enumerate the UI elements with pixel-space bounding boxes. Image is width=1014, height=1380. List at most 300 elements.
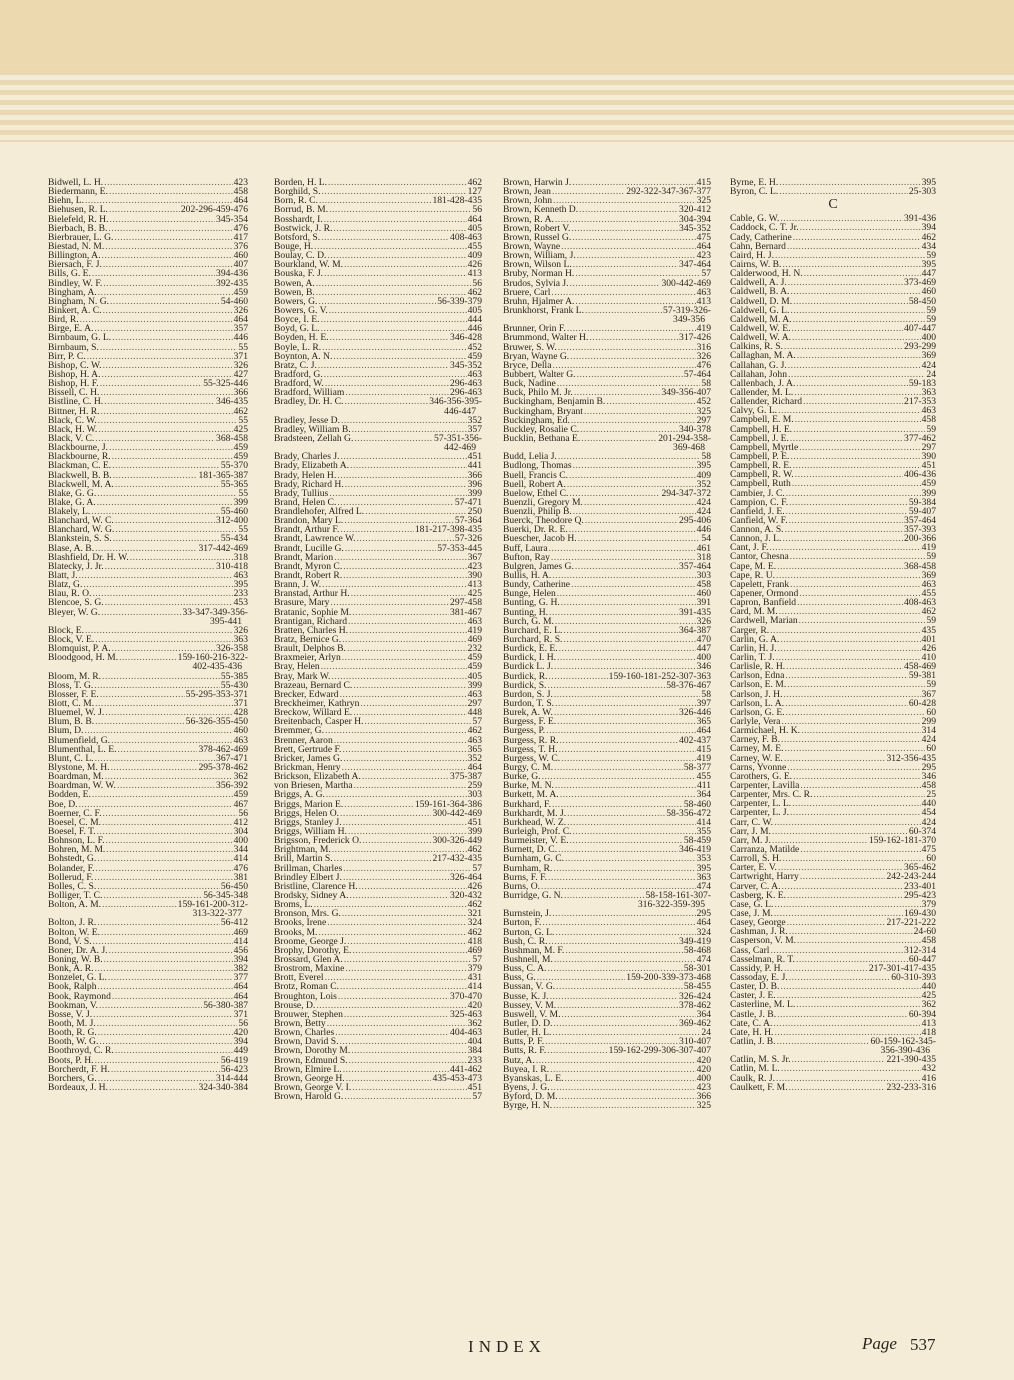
index-entry — [503, 873, 711, 882]
index-entry — [730, 635, 936, 644]
leader-dots — [554, 763, 683, 772]
entry-pages: 395 — [233, 580, 248, 590]
entry-name: Boning, W. B. — [48, 954, 103, 965]
entry-name: Bierbach, B. B. — [48, 223, 108, 233]
leader-dots — [92, 790, 233, 799]
entry-pages: 462 — [467, 845, 482, 855]
index-entry — [730, 370, 936, 379]
index-entry — [48, 416, 248, 425]
index-entry — [503, 754, 711, 763]
leader-dots — [552, 1028, 700, 1037]
entry-name: Buckley, Rosalie C. — [503, 424, 580, 434]
entry-name: Bussan, V. G. — [503, 982, 556, 992]
leader-dots — [325, 973, 467, 982]
index-entry — [274, 279, 482, 288]
leader-dots — [789, 498, 908, 507]
leader-dots — [347, 937, 466, 946]
leader-dots — [92, 269, 215, 278]
index-entry — [730, 946, 936, 955]
leader-dots — [789, 1083, 886, 1092]
index-entry — [730, 671, 936, 680]
leader-dots — [569, 471, 696, 480]
index-entry — [274, 598, 482, 607]
leader-dots — [115, 480, 220, 489]
entry-pages: 418 — [921, 1027, 936, 1037]
leader-dots — [344, 397, 428, 406]
entry-pages: 58-301 — [683, 964, 711, 974]
entry-pages: 55 — [238, 488, 248, 498]
leader-dots — [99, 1037, 232, 1046]
leader-dots — [565, 946, 682, 955]
entry-name: Buck, Nadine — [503, 379, 556, 389]
leader-dots — [585, 516, 678, 525]
index-entry — [503, 480, 711, 489]
index-entry — [48, 178, 248, 187]
leader-dots — [552, 361, 695, 370]
entry-pages: 55 — [238, 342, 248, 352]
entry-pages: 447 — [696, 644, 711, 654]
leader-dots — [551, 288, 695, 297]
index-entry — [48, 434, 248, 443]
leader-dots — [343, 818, 467, 827]
entry-pages: 446 — [233, 333, 248, 343]
index-entry — [503, 955, 711, 964]
index-entry — [503, 1046, 711, 1055]
leader-dots — [97, 489, 237, 498]
leader-dots — [547, 1046, 607, 1055]
leader-dots — [97, 918, 220, 927]
index-entry — [48, 224, 248, 233]
entry-pages: 324 — [467, 918, 482, 928]
index-entry — [730, 1055, 936, 1064]
index-entry — [48, 1083, 248, 1092]
leader-dots — [769, 543, 920, 552]
leader-dots — [793, 425, 925, 434]
entry-pages: 370-470 — [450, 991, 482, 1001]
entry-name: Bonzelet, G. L. — [48, 973, 107, 983]
index-entry — [48, 836, 248, 845]
leader-dots — [797, 936, 921, 945]
index-entry — [503, 352, 711, 361]
entry-pages: 58-356-472 — [666, 808, 711, 818]
index-entry — [503, 260, 711, 269]
index-entry — [48, 818, 248, 827]
entry-pages: 399 — [921, 488, 936, 498]
leader-dots — [98, 1074, 215, 1083]
leader-dots — [793, 233, 921, 242]
index-entry — [503, 809, 711, 818]
entry-pages: 453 — [233, 598, 248, 608]
entry-pages: 399 — [467, 826, 482, 837]
entry-pages: 326 — [233, 305, 248, 316]
entry-name: Bullis, H. A. — [503, 571, 552, 581]
entry-name: Brooks, Irene — [274, 918, 327, 928]
leader-dots — [115, 525, 237, 534]
entry-name: Bissell, C. H. — [48, 388, 100, 398]
leader-dots — [104, 178, 232, 187]
entry-pages: 369 — [921, 570, 936, 580]
entry-pages: 55-295-353-371 — [185, 689, 248, 700]
leader-dots — [342, 763, 467, 772]
entry-pages: 459 — [921, 479, 936, 489]
leader-dots — [333, 224, 466, 233]
leader-dots — [354, 434, 433, 443]
entry-pages: 464 — [233, 991, 248, 1001]
leader-dots — [786, 489, 921, 498]
entry-name: Calvy, G. L. — [730, 406, 778, 416]
entry-name: Bryce, Della — [503, 360, 552, 370]
entry-pages: 310-407 — [679, 1037, 711, 1047]
leader-dots — [95, 964, 233, 973]
leader-dots — [577, 251, 696, 260]
leader-dots — [548, 873, 696, 882]
leader-dots — [95, 717, 185, 726]
leader-dots — [321, 233, 449, 242]
entry-pages: 414 — [696, 817, 711, 827]
entry-name: Brown, Charles — [274, 1028, 335, 1038]
entry-pages: 420 — [467, 1000, 482, 1010]
index-entry — [274, 534, 482, 543]
index-entry — [274, 644, 482, 653]
leader-dots — [796, 955, 908, 964]
leader-dots — [561, 598, 696, 607]
index-entry — [503, 662, 711, 671]
entry-pages: 447 — [921, 269, 936, 279]
entry-pages: 59 — [926, 424, 936, 434]
index-entry — [503, 928, 711, 937]
leader-dots — [95, 434, 215, 443]
leader-dots — [574, 388, 661, 397]
entry-pages: 475 — [921, 844, 936, 855]
leader-dots — [316, 279, 472, 288]
index-entry — [274, 635, 482, 644]
leader-dots — [565, 1074, 696, 1083]
entry-pages: 326 — [233, 360, 248, 370]
entry-name: Carlson, L. A. — [730, 698, 785, 708]
index-entry — [48, 480, 248, 489]
leader-dots — [536, 1056, 696, 1065]
entry-pages: 451 — [921, 461, 936, 471]
index-entry — [48, 1074, 248, 1083]
leader-dots — [785, 699, 908, 708]
index-entry — [48, 251, 248, 260]
entry-name: Bryan, Wayne G. — [503, 351, 570, 361]
index-entry — [730, 973, 936, 982]
leader-dots — [327, 1019, 467, 1028]
entry-pages: 375-387 — [450, 772, 482, 782]
leader-dots — [79, 800, 233, 809]
leader-dots — [331, 672, 466, 681]
index-entry — [503, 1001, 711, 1010]
leader-dots — [561, 242, 695, 251]
entry-pages: 381 — [233, 872, 248, 882]
leader-dots — [784, 744, 925, 753]
leader-dots — [352, 1083, 466, 1092]
entry-pages: 412 — [233, 817, 248, 827]
entry-pages: 59 — [926, 305, 936, 315]
entry-name: Buerck, Theodore Q. — [503, 516, 584, 526]
leader-dots — [103, 279, 215, 288]
leader-dots — [321, 662, 467, 671]
entry-name: Brigsson, Frederick O. — [274, 836, 362, 846]
entry-pages: 405 — [467, 223, 482, 233]
entry-pages: 324 — [696, 927, 711, 937]
entry-pages: 304 — [233, 826, 248, 837]
entry-name: Brown, Wilson L. — [503, 260, 572, 270]
entry-name: Burchard, E. L. — [503, 625, 563, 636]
leader-dots — [95, 1056, 220, 1065]
entry-name: Catlin, J. B. — [730, 1036, 776, 1047]
index-entry — [503, 279, 711, 288]
entry-name: Brown, Wayne — [503, 241, 561, 252]
leader-dots — [785, 525, 903, 534]
leader-dots — [343, 1065, 449, 1074]
leader-dots — [97, 498, 233, 507]
leader-dots — [111, 763, 198, 772]
entry-name: Bingham, A. — [48, 287, 97, 297]
entry-name: Carroll, S. H. — [730, 854, 782, 864]
entry-name: Brillman, Charles — [274, 863, 343, 873]
entry-name: Brown, Harwin J. — [503, 178, 572, 188]
index-entry — [274, 370, 482, 379]
leader-dots — [584, 407, 696, 416]
index-entry — [274, 224, 482, 233]
index-entry — [730, 918, 936, 927]
entry-name: Buff, Laura — [503, 543, 548, 553]
index-entry — [274, 498, 482, 507]
entry-name: Carpenter, Lavilla — [730, 781, 800, 791]
leader-dots — [365, 507, 466, 516]
entry-pages: 346-435 — [216, 397, 248, 407]
leader-dots — [314, 900, 467, 909]
index-entry — [730, 872, 936, 881]
entry-name: Caldwell, D. M. — [730, 296, 793, 306]
index-entry — [503, 772, 711, 781]
index-entry — [730, 525, 936, 534]
entry-pages: 297 — [467, 699, 482, 709]
entry-name: Briggs, Helen O. — [274, 808, 340, 818]
index-entry — [730, 498, 936, 507]
leader-dots — [567, 324, 696, 333]
entry-name: Binkert, A. C. — [48, 305, 102, 316]
leader-dots — [790, 552, 926, 561]
leader-dots — [573, 260, 678, 269]
index-entry — [274, 1028, 482, 1037]
leader-dots — [330, 598, 449, 607]
entry-name: Byanskas, L. E. — [503, 1073, 564, 1083]
index-entry — [503, 973, 711, 982]
entry-name: Boyle, L. R. — [274, 342, 322, 352]
leader-dots — [797, 598, 903, 607]
entry-pages: 362 — [467, 1018, 482, 1029]
leader-dots — [552, 187, 625, 196]
entry-name: Bishop, H. A. — [48, 369, 101, 380]
leader-dots — [788, 370, 925, 379]
entry-name: Blatecky, J. Jr. — [48, 561, 104, 572]
leader-dots — [792, 333, 921, 342]
entry-pages: 60-310-393 — [891, 972, 936, 983]
index-entry — [730, 955, 936, 964]
index-entry — [274, 452, 482, 461]
entry-name: Brossard, Glen A. — [274, 954, 343, 965]
entry-pages: 24 — [926, 369, 936, 379]
leader-dots — [554, 708, 678, 717]
index-entry — [503, 544, 711, 553]
leader-dots — [109, 443, 233, 452]
entry-name: Campion, C. F. — [730, 497, 789, 507]
index-entry — [503, 534, 711, 543]
entry-name: Boulay, C. D. — [274, 251, 327, 261]
leader-dots — [774, 1028, 920, 1037]
entry-pages: 395 — [696, 461, 711, 471]
index-entry — [730, 297, 936, 306]
entry-pages: 314 — [921, 726, 936, 736]
index-entry — [48, 324, 248, 333]
entry-pages: 310-418 — [216, 561, 248, 572]
leader-dots — [340, 982, 467, 991]
entry-name: Bodden, E. — [48, 790, 91, 800]
leader-dots — [326, 790, 467, 799]
leader-dots — [780, 982, 920, 991]
entry-pages: 459 — [467, 653, 482, 663]
leader-dots — [570, 279, 661, 288]
index-entry — [274, 736, 482, 745]
leader-dots — [345, 544, 436, 553]
entry-name: Brault, Delphos B. — [274, 644, 346, 654]
entry-pages: 202-296-459-476 — [180, 205, 248, 215]
entry-name: Brown, Jean — [503, 187, 551, 197]
leader-dots — [551, 1083, 696, 1092]
index-entry — [503, 525, 711, 534]
leader-dots — [95, 635, 232, 644]
index-entry — [274, 425, 482, 434]
leader-dots — [559, 1092, 696, 1101]
entry-name: Buescher, Jacob H. — [503, 534, 577, 544]
index-entry — [48, 708, 248, 717]
entry-name: Burek, A. W. — [503, 708, 553, 718]
index-entry — [274, 343, 482, 352]
leader-dots — [97, 882, 220, 891]
entry-name: Blum, D. — [48, 726, 84, 736]
leader-dots — [94, 873, 232, 882]
entry-pages: 233 — [467, 1055, 482, 1065]
leader-dots — [342, 745, 466, 754]
entry-name: Buerki, Dr. R. E. — [503, 525, 568, 535]
entry-name: Boyd, G. L. — [274, 324, 320, 334]
entry-pages: 57-364 — [454, 516, 482, 526]
entry-name: Brandt, Robert R. — [274, 571, 343, 581]
leader-dots — [795, 415, 921, 424]
leader-dots — [324, 269, 467, 278]
index-entry — [274, 726, 482, 735]
entry-pages: 181-217-398-435 — [414, 525, 482, 535]
index-entry — [730, 242, 936, 251]
entry-name: Cambier, J. C. — [730, 488, 785, 498]
entry-pages: 369 — [921, 351, 936, 361]
index-entry — [274, 242, 482, 251]
leader-dots — [321, 315, 467, 324]
index-entry — [503, 324, 711, 333]
entry-name: Butts, P. F. — [503, 1037, 545, 1047]
entry-pages: 25 — [926, 790, 936, 800]
entry-pages: 352 — [467, 415, 482, 425]
index-entry — [503, 461, 711, 470]
entry-name: Caulkett, F. M. — [730, 1082, 788, 1092]
entry-name: Born, R. C. — [274, 196, 318, 206]
leader-dots — [110, 297, 220, 306]
leader-dots — [322, 580, 466, 589]
entry-name: Byens, J. G. — [503, 1082, 550, 1093]
entry-name: Butler, D. D. — [503, 1018, 553, 1029]
leader-dots — [318, 928, 466, 937]
entry-name: Brown, Edmund S. — [274, 1055, 348, 1065]
entry-pages: 60 — [926, 744, 936, 754]
index-entry — [730, 909, 936, 918]
leader-dots — [99, 1001, 202, 1010]
entry-pages: 394-436 — [216, 269, 248, 279]
entry-name: Burton, F. — [503, 918, 542, 928]
leader-dots — [344, 955, 472, 964]
index-entry — [730, 379, 936, 388]
entry-pages: 363 — [696, 872, 711, 882]
index-entry — [503, 653, 711, 662]
entry-name: Brown, Betty — [274, 1018, 326, 1029]
index-entry — [274, 471, 482, 480]
entry-name: Cant, J. F. — [730, 543, 769, 553]
leader-dots — [589, 333, 678, 342]
index-entry — [274, 416, 482, 425]
entry-pages: 469 — [233, 927, 248, 937]
index-entry — [274, 1092, 482, 1101]
leader-dots — [80, 315, 233, 324]
entry-pages: 462 — [921, 607, 936, 617]
leader-dots — [786, 708, 926, 717]
leader-dots — [102, 900, 177, 909]
entry-pages: 57-326 — [454, 534, 482, 544]
entry-pages: 464 — [233, 196, 248, 206]
entry-name: Carter, E. V. — [730, 863, 777, 873]
leader-dots — [362, 836, 431, 845]
leader-dots — [572, 233, 695, 242]
index-entry — [730, 799, 936, 808]
entry-name: Boesel, F. T. — [48, 826, 96, 837]
leader-dots — [549, 608, 678, 617]
leader-dots — [797, 351, 921, 360]
entry-pages: 362 — [233, 772, 248, 782]
leader-dots — [790, 306, 925, 315]
leader-dots — [325, 379, 449, 388]
entry-name: von Briesen, Martha — [274, 781, 353, 791]
entry-name: Burkhardt, M. J. — [503, 808, 567, 818]
index-entry — [503, 937, 711, 946]
entry-name: Campbell, E. M. — [730, 415, 794, 425]
entry-pages: 326-358 — [216, 644, 248, 654]
leader-dots — [792, 479, 921, 488]
leader-dots — [102, 809, 237, 818]
entry-pages: 317-426 — [679, 333, 711, 343]
leader-dots — [119, 653, 177, 662]
leader-dots — [343, 562, 466, 571]
leader-dots — [100, 690, 185, 699]
leader-dots — [108, 224, 232, 233]
entry-name: Billington, A. — [48, 251, 101, 261]
leader-dots — [329, 306, 467, 315]
entry-name: Carpenter, L. L. — [730, 799, 792, 809]
entry-name: Caster, J. E. — [730, 991, 776, 1001]
entry-pages: 300-442-469 — [661, 278, 711, 288]
index-entry — [48, 187, 248, 196]
entry-pages: 352 — [467, 753, 482, 763]
